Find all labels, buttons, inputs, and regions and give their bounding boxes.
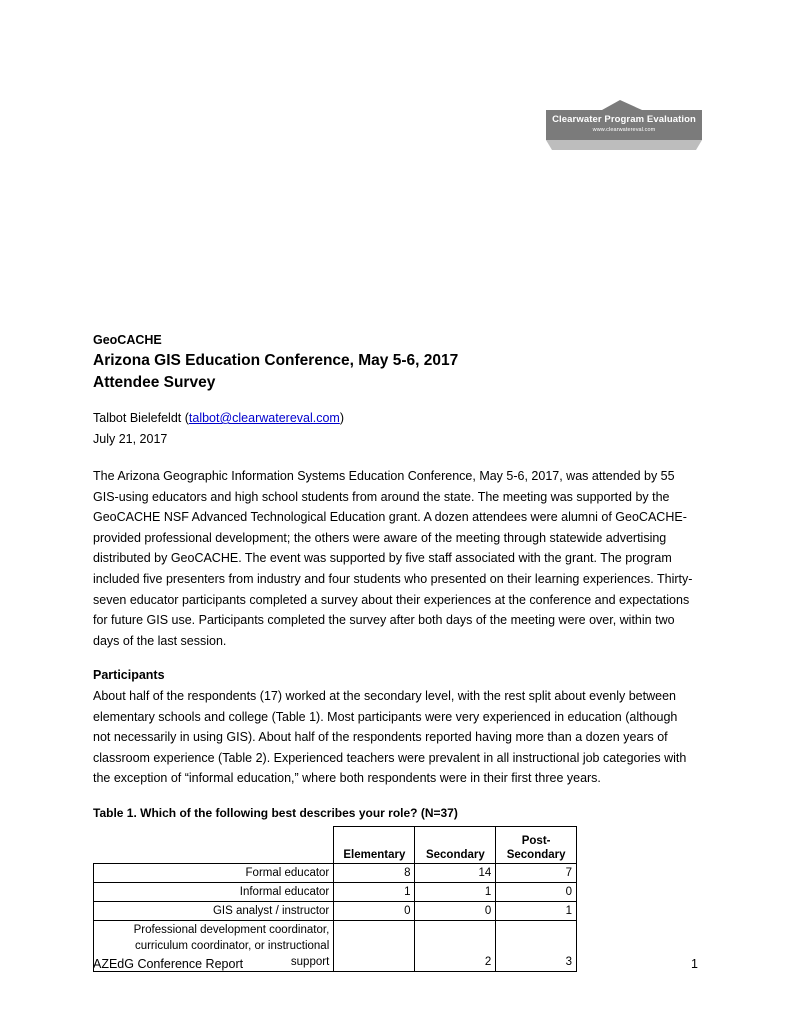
page-footer (93, 957, 698, 971)
footer-page-number: 1 (691, 957, 698, 971)
table-header-row (94, 826, 577, 863)
byline (93, 408, 698, 429)
cell-gis-secondary: 0 (415, 901, 496, 920)
cell-informal-elementary: 1 (334, 882, 415, 901)
table-header-secondary: Secondary (415, 826, 496, 863)
table-row (94, 901, 577, 920)
logo-shape-icon (546, 100, 702, 150)
cell-informal-secondary: 1 (415, 882, 496, 901)
participants-paragraph: About half of the respondents (17) worked at the secondary level, with the rest split about evenly between elementary schools and college (Table 1). Most participants were very experienced in education (although not necessarily in using GIS). About half of the respondents reported having more than a dozen years of classroom experience (Table 2). Experienced teachers were prevalent in all instructional job categories with the exception of “informal education,” where both respondents were in their first three years. (93, 688, 687, 786)
author-name: Talbot Bielefeldt ( (93, 411, 189, 425)
cell-formal-post-secondary: 7 (496, 863, 577, 882)
table-header-post-secondary: Post-Secondary (496, 826, 577, 863)
author-email-link[interactable]: talbot@clearwatereval.com (188, 411, 340, 425)
logo-title: Clearwater Program Evaluation (552, 114, 696, 125)
page-title: Arizona GIS Education Conference, May 5-6, 2017 (93, 352, 459, 369)
table-header-blank (94, 826, 334, 863)
table-row (94, 882, 577, 901)
cell-gis-post-secondary: 1 (496, 901, 577, 920)
table-header-elementary: Elementary (334, 826, 415, 863)
participants-heading: Participants (93, 668, 165, 683)
document-subtitle: Attendee Survey (93, 374, 216, 391)
survey-table (93, 826, 577, 972)
cell-gis-elementary: 0 (334, 901, 415, 920)
document-kicker: GeoCACHE (93, 333, 162, 347)
table-caption-text: Which of the following best describes your role? (N=37) (136, 805, 458, 820)
cell-formal-elementary: 8 (334, 863, 415, 882)
cell-pd-secondary: 2 (415, 920, 496, 971)
row-label-gis-analyst: GIS analyst / instructor (94, 901, 334, 920)
cell-informal-post-secondary: 0 (496, 882, 577, 901)
document-date: July 21, 2017 (93, 432, 168, 446)
document-body (93, 330, 698, 972)
row-label-formal-educator: Formal educator (94, 863, 334, 882)
table-caption-label: Table 1. (93, 805, 137, 820)
byline-close: ) (339, 411, 345, 425)
cell-pd-post-secondary: 3 (496, 920, 577, 971)
clearwater-logo (546, 100, 702, 150)
table-row (94, 863, 577, 882)
footer-title: AZEdG Conference Report (93, 957, 244, 971)
row-label-pd-coordinator: Professional development coordinator, curriculum coordinator, or instructional support (94, 920, 334, 971)
intro-paragraph: The Arizona Geographic Information Systems Education Conference, May 5-6, 2017, was attended by 55 GIS-using educators and high school students from around the state. The meeting was supported by the GeoCACHE NSF Advanced Technological Education grant. A dozen attendees were alumni of GeoCACHE-provided professional development; the others were aware of the meeting through statewide advertising distributed by GeoCACHE. The event was supported by five staff associated with the grant. The program included five presenters from industry and four students who presented on their learning experiences. Thirty-seven educator participants completed a survey about their experiences at the conference and expectations for future GIS use. Participants completed the survey after both days of the meeting were over, within two days of the last session. (93, 469, 693, 648)
cell-formal-secondary: 14 (415, 863, 496, 882)
logo-url: www.clearwatereval.com (592, 127, 656, 133)
table-caption (93, 803, 698, 823)
row-label-informal-educator: Informal educator (94, 882, 334, 901)
